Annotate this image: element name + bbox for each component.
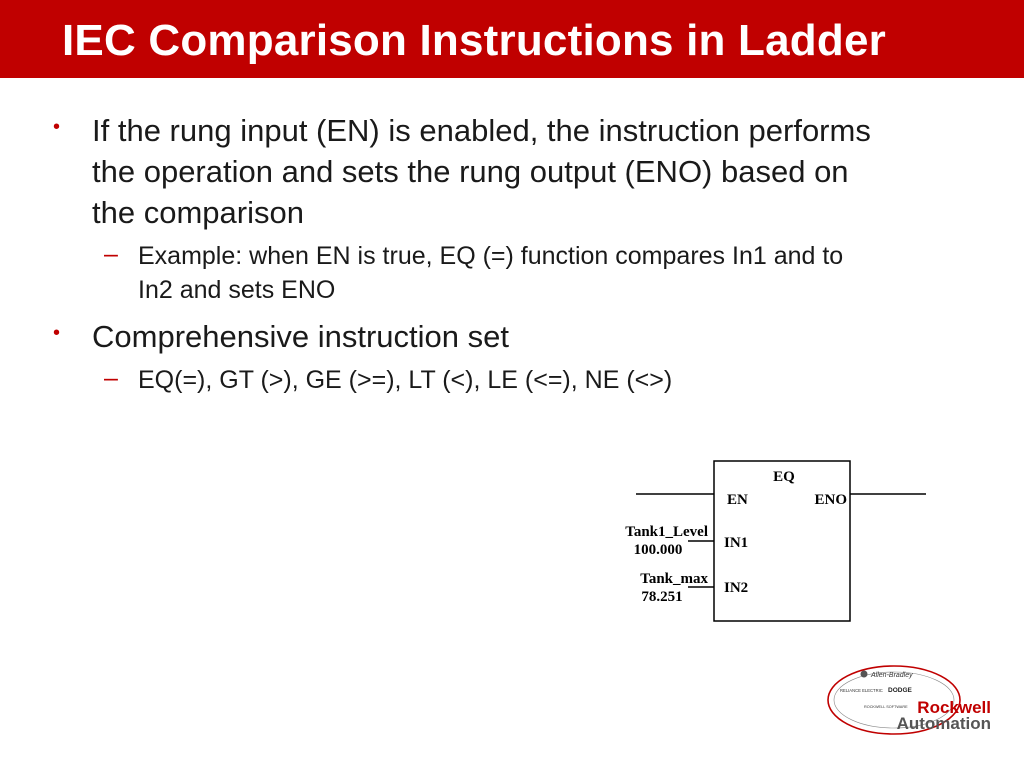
sub-bullet-1-line-1: Example: when EN is true, EQ (=) function compares In1 and to <box>138 242 844 270</box>
bullet-1-line-2: the operation and sets the rung output (ENO) based on <box>92 154 849 189</box>
block-name-label: EQ <box>773 469 795 485</box>
bullet-2-line-1: Comprehensive instruction set <box>92 319 509 354</box>
bullet-1-line-3: the comparison <box>92 195 304 230</box>
logo-brand-line-1: Rockwell <box>917 698 991 717</box>
in1-value: 100.000 <box>633 542 683 558</box>
pin-in1-label: IN1 <box>724 535 749 551</box>
sub-bullet-marker: – <box>104 240 118 268</box>
sub-bullet-2-line-1: EQ(=), GT (>), GE (>=), LT (<), LE (<=), NE (<>) <box>138 366 673 394</box>
sub-bullet-1-line-2: In2 and sets ENO <box>138 276 336 304</box>
rockwell-automation-logo <box>826 660 996 740</box>
in2-tag: Tank_max <box>640 571 708 587</box>
bullet-marker: • <box>53 322 61 344</box>
pin-in2-label: IN2 <box>724 580 749 596</box>
slide-title: IEC Comparison Instructions in Ladder <box>62 16 886 65</box>
sub-brand-allen-bradley: Allen-Bradley <box>871 672 913 679</box>
pin-eno-label: ENO <box>814 492 847 508</box>
allen-bradley-icon <box>861 671 868 678</box>
bullet-marker: • <box>53 116 61 138</box>
sub-brand-rockwell-software: ROCKWELL SOFTWARE <box>864 705 908 709</box>
bullet-2 <box>92 316 962 357</box>
in1-tag: Tank1_Level <box>625 524 708 540</box>
sub-bullet-2 <box>138 363 968 397</box>
sub-bullet-1 <box>138 239 968 307</box>
title-bar <box>0 0 1024 78</box>
logo-brand-line-2: Automation <box>896 714 991 733</box>
sub-bullet-marker: – <box>104 364 118 392</box>
pin-en-label: EN <box>727 492 748 508</box>
bullet-1 <box>92 110 962 233</box>
bullet-1-line-1: If the rung input (EN) is enabled, the instruction performs <box>92 113 871 148</box>
sub-brand-reliance: RELIANCE ELECTRIC <box>840 688 883 693</box>
eq-block-diagram <box>600 450 940 630</box>
sub-brand-dodge: DODGE <box>888 687 912 694</box>
in2-value: 78.251 <box>641 589 683 605</box>
